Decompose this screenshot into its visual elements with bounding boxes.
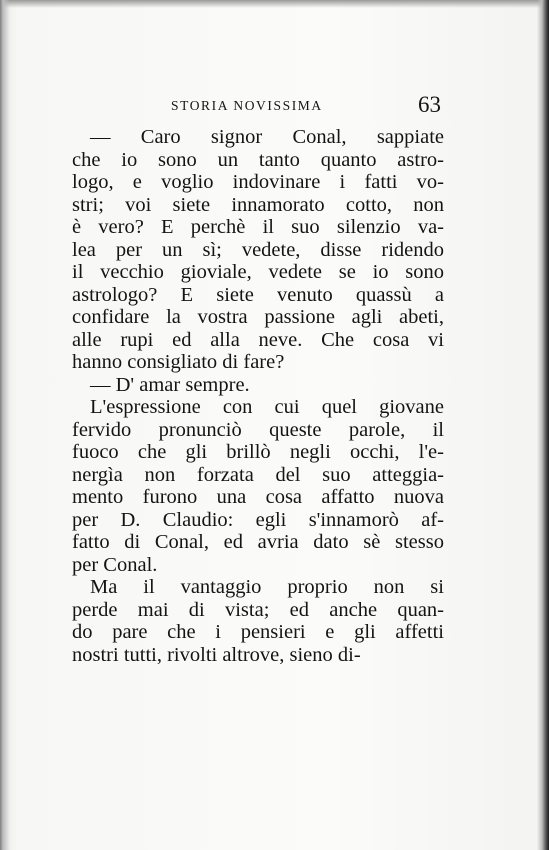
running-head [72, 92, 444, 126]
running-head-title: STORIA NOVISSIMA [171, 98, 323, 113]
body-text [72, 126, 444, 666]
page-number: 63 [418, 92, 441, 117]
text-block [72, 92, 444, 666]
text-line: L'espressione con cui quel giovane [90, 396, 444, 418]
text-line: stri; voi siete innamorato cotto, non [72, 193, 444, 216]
text-line: per D. Claudio: egli s'innamorò af- [72, 508, 444, 531]
text-line: Ma il vantaggio proprio non si [90, 576, 444, 598]
text-line: nergìa non forzata del suo atteggia- [72, 463, 444, 486]
text-line: fatto di Conal, ed avria dato sè stesso [72, 531, 444, 553]
text-line: alle rupi ed alla neve. Che cosa vi [72, 328, 444, 351]
text-line: nostri tutti, rivolti altrove, sieno di- [72, 643, 361, 666]
text-line: che io sono un tanto quanto astro- [72, 148, 444, 171]
page-top-edge-shadow [0, 0, 549, 8]
text-line: — D' amar sempre. [90, 373, 250, 396]
paragraph [72, 126, 444, 374]
paragraph [72, 374, 444, 397]
paragraph [72, 396, 444, 576]
text-line: lea per un sì; vedete, disse ridendo [72, 238, 444, 261]
text-line: fuoco che gli brillò negli occhi, l'e- [72, 441, 444, 463]
text-line: do pare che i pensieri e gli affetti [72, 621, 444, 643]
text-line: — Caro signor Conal, sappiate [90, 126, 444, 148]
page-left-edge-shadow [0, 0, 10, 850]
text-line: il vecchio gioviale, vedete se io sono [72, 261, 444, 283]
text-line: hanno consigliato di fare? [72, 351, 285, 373]
text-line: logo, e voglio indovinare i fatti vo- [72, 171, 444, 193]
text-line: astrologo? E siete venuto quassù a [72, 283, 444, 306]
paragraph [72, 576, 444, 666]
page-right-edge-shadow [537, 0, 549, 850]
text-line: perde mai di vista; ed anche quan- [72, 598, 444, 621]
text-line: è vero? E perchè il suo silenzio va- [72, 216, 444, 238]
text-line: fervido pronunciò queste parole, il [72, 418, 444, 441]
text-line: mento furono una cosa affatto nuova [72, 486, 444, 508]
text-line: per Conal. [72, 553, 158, 576]
text-line: confidare la vostra passione agli abeti, [72, 306, 444, 328]
